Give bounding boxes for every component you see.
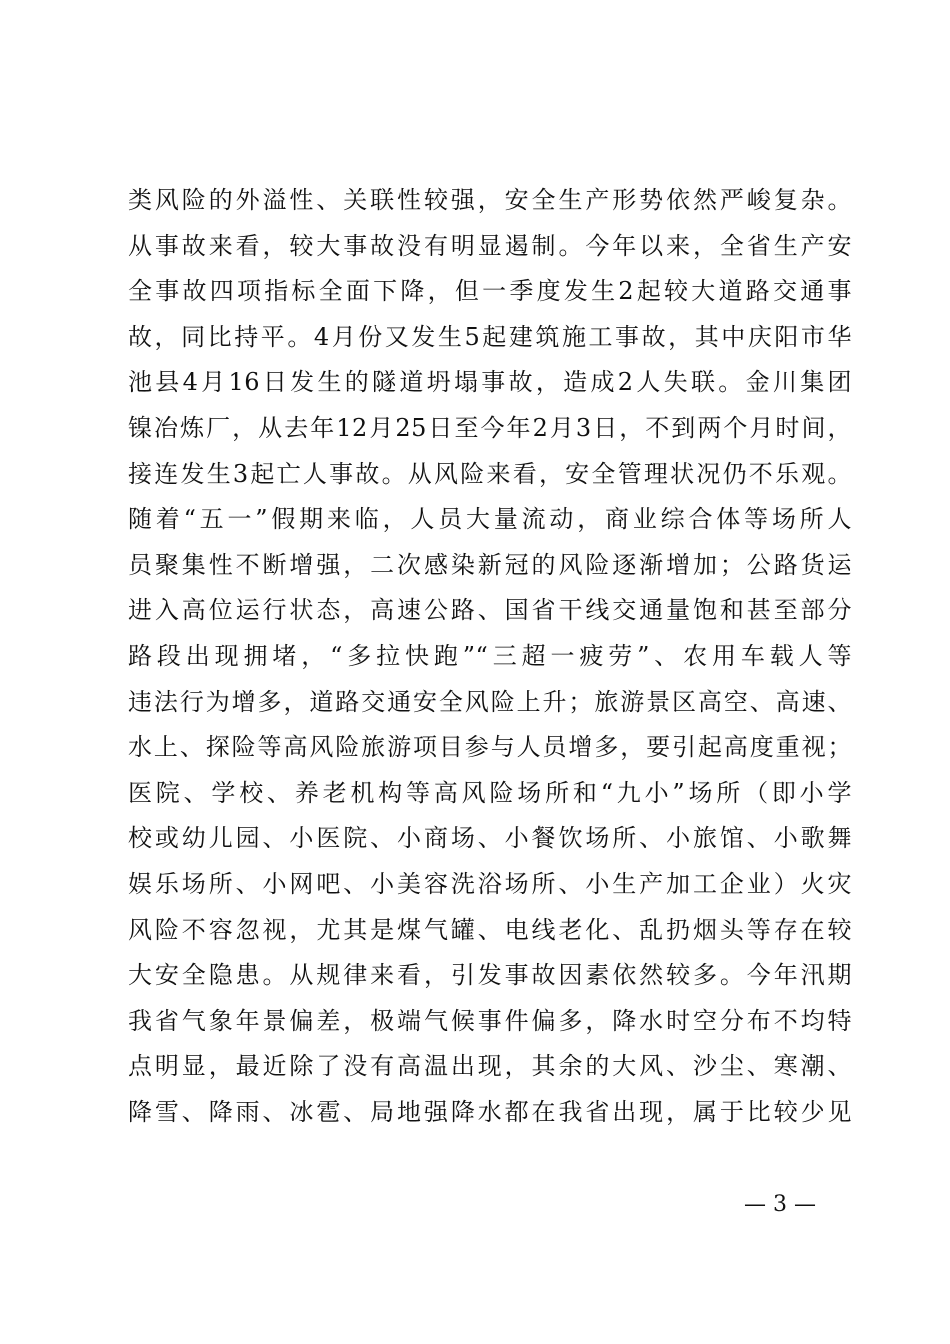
text-line: 故，同比持平。4月份又发生5起建筑施工事故，其中庆阳市华 xyxy=(128,322,852,351)
text-line: 进入高位运行状态，高速公路、国省干线交通量饱和甚至部分 xyxy=(128,596,852,625)
text-line: 医院、学校、养老机构等高风险场所和“九小”场所（即小学 xyxy=(128,778,852,807)
text-line: 我省气象年景偏差，极端气候事件偏多，降水时空分布不均特 xyxy=(128,1006,852,1035)
text-line: 从事故来看，较大事故没有明显遏制。今年以来，全省生产安 xyxy=(128,231,852,260)
text-line: 水上、探险等高风险旅游项目参与人员增多，要引起高度重视； xyxy=(128,733,852,762)
text-line: 校或幼儿园、小医院、小商场、小餐饮场所、小旅馆、小歌舞 xyxy=(128,824,852,853)
text-line: 点明显，最近除了没有高温出现，其余的大风、沙尘、寒潮、 xyxy=(128,1052,852,1081)
text-line: 池县4月16日发生的隧道坍塌事故，造成2人失联。金川集团 xyxy=(128,368,852,397)
text-line: 路段出现拥堵，“多拉快跑”“三超一疲劳”、农用车载人等 xyxy=(128,641,852,670)
body-text xyxy=(128,178,852,1135)
text-line: 接连发生3起亡人事故。从风险来看，安全管理状况仍不乐观。 xyxy=(128,459,852,488)
text-line: 镍冶炼厂，从去年12月25日至今年2月3日，不到两个月时间， xyxy=(128,413,852,442)
page-number: — 3 — xyxy=(744,1192,816,1217)
text-line: 降雪、降雨、冰雹、局地强降水都在我省出现，属于比较少见 xyxy=(128,1097,852,1126)
text-line: 类风险的外溢性、关联性较强，安全生产形势依然严峻复杂。 xyxy=(128,186,852,214)
text-line: 违法行为增多，道路交通安全风险上升；旅游景区高空、高速、 xyxy=(128,687,852,716)
text-line: 娱乐场所、小网吧、小美容洗浴场所、小生产加工企业）火灾 xyxy=(128,869,852,898)
text-line: 风险不容忽视，尤其是煤气罐、电线老化、乱扔烟头等存在较 xyxy=(128,915,852,944)
text-line: 大安全隐患。从规律来看，引发事故因素依然较多。今年汛期 xyxy=(128,961,852,990)
text-line: 全事故四项指标全面下降，但一季度发生2起较大道路交通事 xyxy=(128,277,852,306)
text-line: 员聚集性不断增强，二次感染新冠的风险逐渐增加；公路货运 xyxy=(128,550,852,579)
text-line: 随着“五一”假期来临，人员大量流动，商业综合体等场所人 xyxy=(128,505,852,534)
